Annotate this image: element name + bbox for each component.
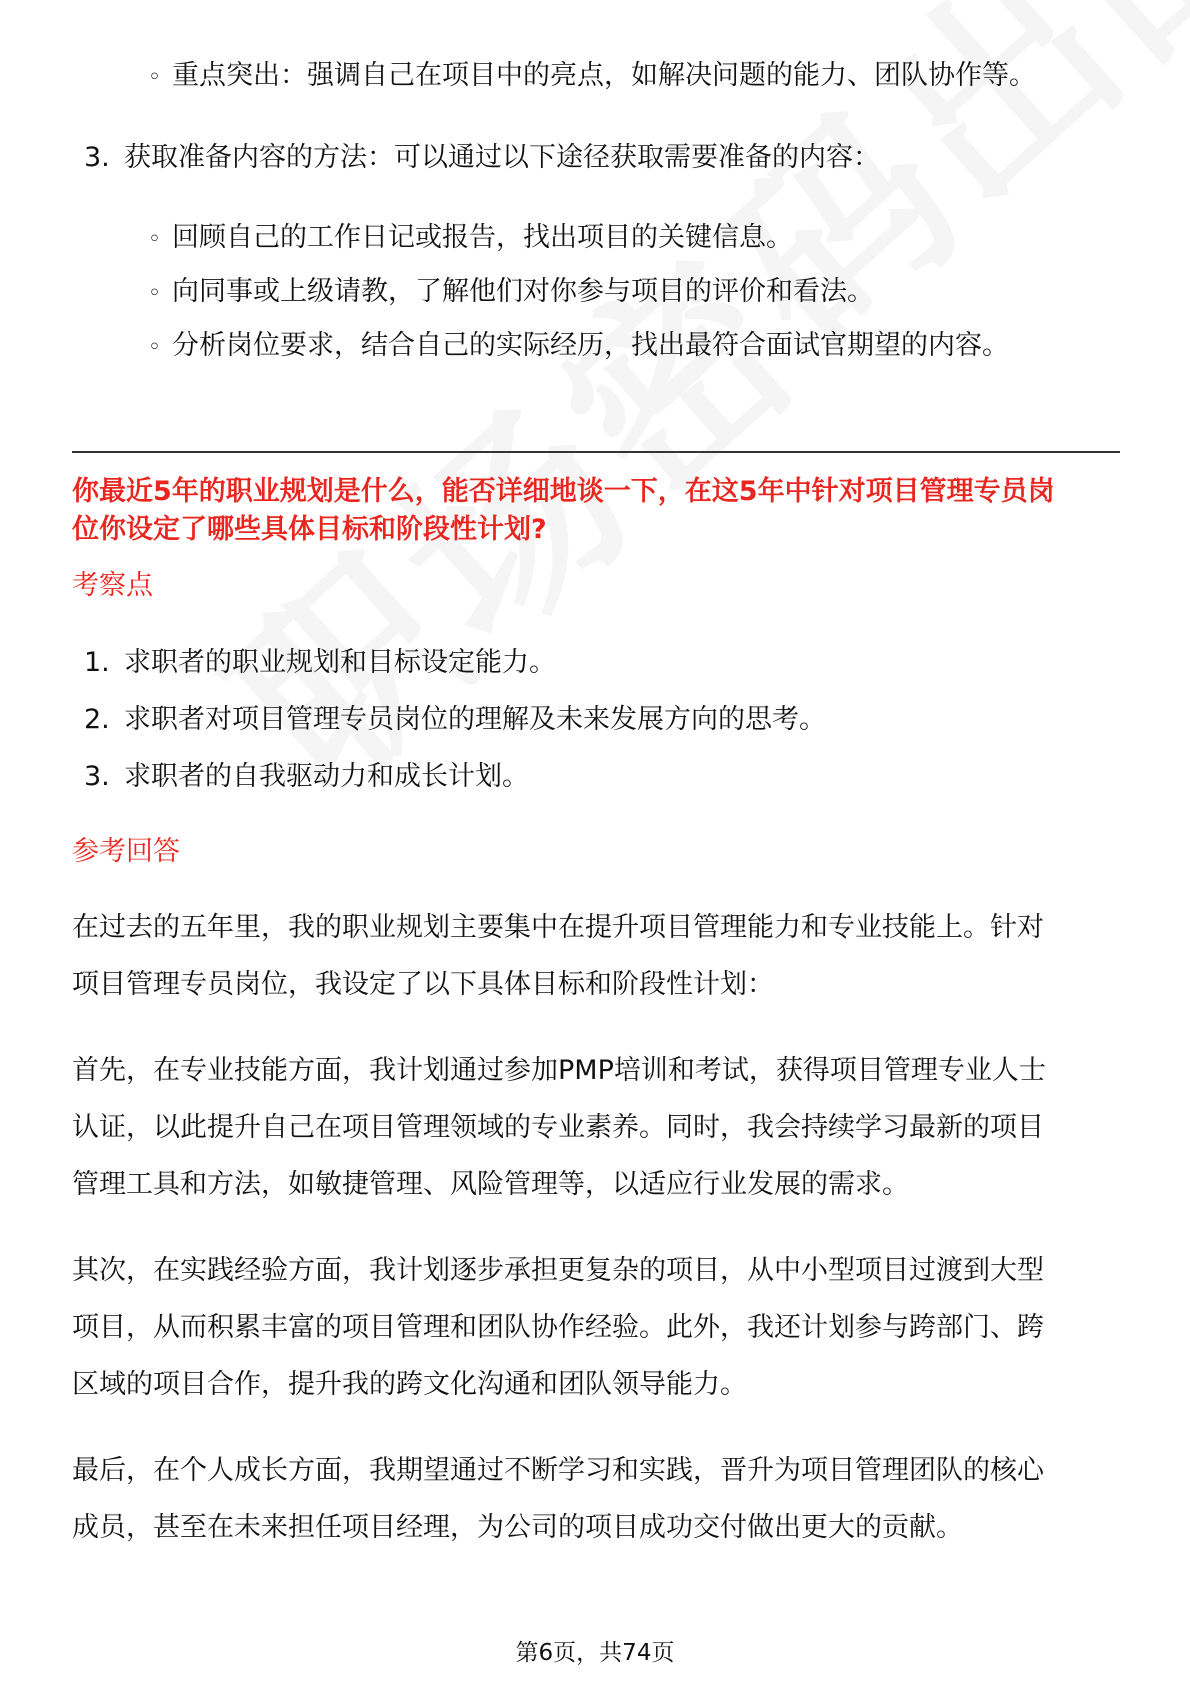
item-text: 获取准备内容的方法：可以通过以下途径获取需要准备的内容： [124,142,880,173]
sub-bullet-text: 分析岗位要求，结合自己的实际经历，找出最符合面试官期望的内容。 [172,330,1009,361]
answer-paragraph-line: 最后，在个人成长方面，我期望通过不断学习和实践，晋升为项目管理团队的核心 [72,1455,1044,1486]
item-number: 2. [84,704,110,735]
answer-paragraph-line: 项目管理专员岗位，我设定了以下具体目标和阶段性计划： [72,969,774,1000]
item-number: 3. [84,142,110,173]
examine-heading: 考察点 [72,570,153,601]
answer-heading: 参考回答 [72,836,180,867]
question-line: 你最近5年的职业规划是什么，能否详细地谈一下，在这5年中针对项目管理专员岗 [72,476,1055,507]
page-number: 第6页，共74页 [515,1640,675,1666]
item-text: 求职者的职业规划和目标设定能力。 [124,647,556,678]
sub-bullet-item [148,274,874,312]
sub-bullet-item [148,58,1036,96]
answer-paragraph-line: 首先，在专业技能方面，我计划通过参加PMP培训和考试，获得项目管理专业人士 [72,1055,1046,1086]
answer-paragraph-line: 其次，在实践经验方面，我计划逐步承担更复杂的项目，从中小型项目过渡到大型 [72,1255,1044,1286]
sub-bullet-text: 重点突出：强调自己在项目中的亮点，如解决问题的能力、团队协作等。 [172,60,1036,91]
item-text: 求职者对项目管理专员岗位的理解及未来发展方向的思考。 [124,704,826,735]
bullet-icon: ◦ [148,65,161,90]
answer-paragraph-line: 在过去的五年里，我的职业规划主要集中在提升项目管理能力和专业技能上。针对 [72,912,1044,943]
bullet-icon: ◦ [148,335,161,360]
answer-paragraph-line: 管理工具和方法，如敏捷管理、风险管理等，以适应行业发展的需求。 [72,1169,909,1200]
item-text: 求职者的自我驱动力和成长计划。 [124,761,529,792]
question-title [72,473,1132,549]
bullet-icon: ◦ [148,227,161,252]
answer-paragraph-line: 认证，以此提升自己在项目管理领域的专业素养。同时，我会持续学习最新的项目 [72,1112,1044,1143]
sub-bullet-text: 向同事或上级请教，了解他们对你参与项目的评价和看法。 [172,276,874,307]
answer-paragraph-line: 项目，从而积累丰富的项目管理和团队协作经验。此外，我还计划参与跨部门、跨 [72,1312,1044,1343]
bullet-icon: ◦ [148,281,161,306]
sub-bullet-item [148,220,793,258]
answer-paragraph-line: 成员，甚至在未来担任项目经理，为公司的项目成功交付做出更大的贡献。 [72,1512,963,1543]
question-line: 位你设定了哪些具体目标和阶段性计划? [72,514,547,545]
numbered-item [84,759,529,795]
numbered-item [84,140,880,176]
section-divider [72,451,1120,453]
sub-bullet-item [148,328,1009,366]
answer-paragraph-line: 区域的项目合作，提升我的跨文化沟通和团队领导能力。 [72,1369,747,1400]
numbered-item [84,702,826,738]
item-number: 3. [84,761,110,792]
sub-bullet-text: 回顾自己的工作日记或报告，找出项目的关键信息。 [172,222,793,253]
item-number: 1. [84,647,110,678]
numbered-item [84,645,556,681]
